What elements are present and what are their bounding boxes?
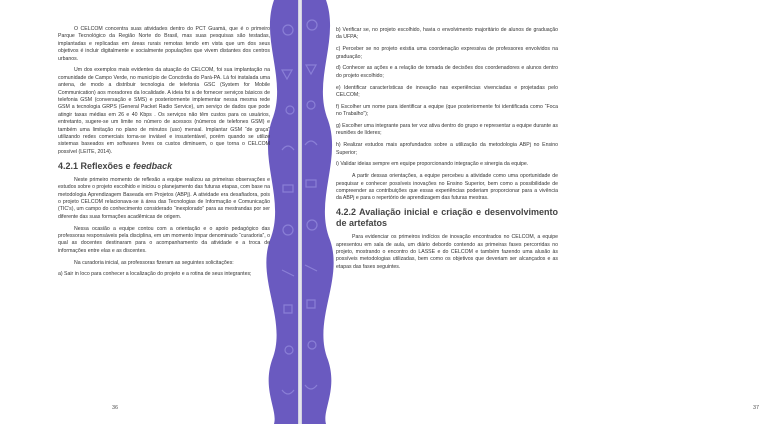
page-number: 37 <box>753 405 759 411</box>
paragraph: Para evidenciar os primeiros indícios de inovação encontrados no CELCOM, a equipe apresentou em sala de aula, um diário debordo contendo as primeiras fases percorridas no projeto, mostrando o encontro do LASSE e do CELCOM e também fazendo uma alusão às possíveis metodologias utilizadas, bem como os objetivos que deveriam ser alcançados e as etapas das fases seguintes. <box>336 234 558 270</box>
left-page <box>0 0 300 424</box>
heading-text: 4.2.1 Reflexões e <box>58 160 131 171</box>
paragraph: Na curadoria inicial, as professoras fizeram as seguintes solicitações: <box>74 259 234 266</box>
paragraph: O CELCOM concentra suas atividades dentro do PCT Guamá, que é o primeiro Parque Tecnológico da Região Norte do Brasil, mas suas pesquisas são testadas, implantadas e replicadas em áreas rurais remotas tendo em vista que um dos seus objetivos é incluir digitalmente e socialmente populações que vivem distantes dos centros urbanos. <box>58 26 270 62</box>
book-gutter <box>298 0 302 424</box>
section-heading-4-2-2: 4.2.2 Avaliação inicial e criação e desenvolvimento de artefatos <box>336 207 558 229</box>
list-item: d) Conhecer as ações e a relação de tomada de decisões dos coordenadores e alunos dentro do projeto escolhido; <box>336 65 558 79</box>
heading-italic-text: feedback <box>133 160 173 171</box>
paragraph: Neste primeiro momento de reflexão a equipe realizou as primeiras observações e estudos sobre o projeto escolhido e iniciou o planejamento das futuras etapas, com base na metodologia Aprendizagem Baseada em Projetos (ABPj). A atividade era desafiadora, pois o projeto CELCOM relacionava-se à área das Tecnologias de Informação e Comunicação (TIC’s), um campo do conhecimento considerado “inexplorado” para as mestrandas por ser diferente das suas formações acadêmicas de origem. <box>58 176 270 220</box>
list-item: f) Escolher um nome para identificar a equipe (que posteriormente foi identificada como “Foca no Trabalho”); <box>336 103 558 118</box>
paragraph: Nessa ocasião a equipe contou com a orientação e o apoio pedagógico das professoras responsáveis pela disciplina, em um momento ímpar denominado “curadoria”, o qual as docentes destinaram para o acompanhamento da atividade e a troca de informações entre elas e as discentes. <box>58 225 270 254</box>
list-item: g) Escolher uma integrante para ter voz ativa dentro do grupo e representar a equipe durante as reuniões de líderes; <box>336 123 558 137</box>
list-item: c) Perceber se no projeto existia uma coordenação expressiva de professores envolvidos na graduação; <box>336 46 558 60</box>
paragraph: Um dos exemplos mais evidentes da atuação do CELCOM, foi sua implantação na comunidade de Campo Verde, no município de Concórdia do Pará-PA. Lá foi instalada uma antena, de modo a distribuir tecnologia de telefonia GSC (System for Mobile Communication) aos moradores da localidade. A ideia foi a de fornecer serviços básicos de telefonia GSM (conversação e SMS) e posteriormente implementar nessa mesma rede GSM a tecnologia GRPS (General Packet Radio Service), um serviço de dados que pode atingir taxas médias em 26 e 40 Kbps . Os serviços não têm custos para os usuários, entretanto, sugere-se um limite no número de acessos (números de telefones GSM) e também uma limitação no plano de minutos (uso) mensal. Implantar GSM “de graça” utilizando redes comerciais torna-se inviável e insustentável, porém quando se utilize sistemas baseados em softwares livres os custos diminuem, o que torna o CELCOM possível (LEITE, 2014). <box>58 67 270 155</box>
list-item: b) Verificar se, no projeto escolhido, havia o envolvimento majoritário de alunos de graduação da UFPA; <box>336 27 558 41</box>
left-text-column <box>58 26 270 283</box>
list-item: h) Realizar estudos mais aprofundados sobre a utilização da metodologia ABPj no Ensino Superior; <box>336 142 558 156</box>
right-text-column <box>336 27 558 276</box>
page-number: 36 <box>112 405 119 411</box>
section-heading-4-2-1 <box>58 161 270 172</box>
list-item: e) Identificar características de inovação nas experiências vivenciadas e projetadas pelo CELCOM; <box>336 84 558 99</box>
list-item: a) Sair in loco para conhecer a localização do projeto e a rotina de seus integrantes; <box>58 271 252 278</box>
list-item: i) Validar ideias sempre em equipe proporcionando integração e sinergia da equipe. <box>336 161 529 168</box>
paragraph: A partir dessas orientações, a equipe percebeu a atividade como uma oportunidade de pesquisar e conhecer possíveis inovações no Ensino Superior, bem como a possibilidade de compreender as contribuições que essas experiências poderiam proporcionar para a vivência da ABPj e para o repertório de aprendizagem das futuras mestras. <box>336 173 558 202</box>
